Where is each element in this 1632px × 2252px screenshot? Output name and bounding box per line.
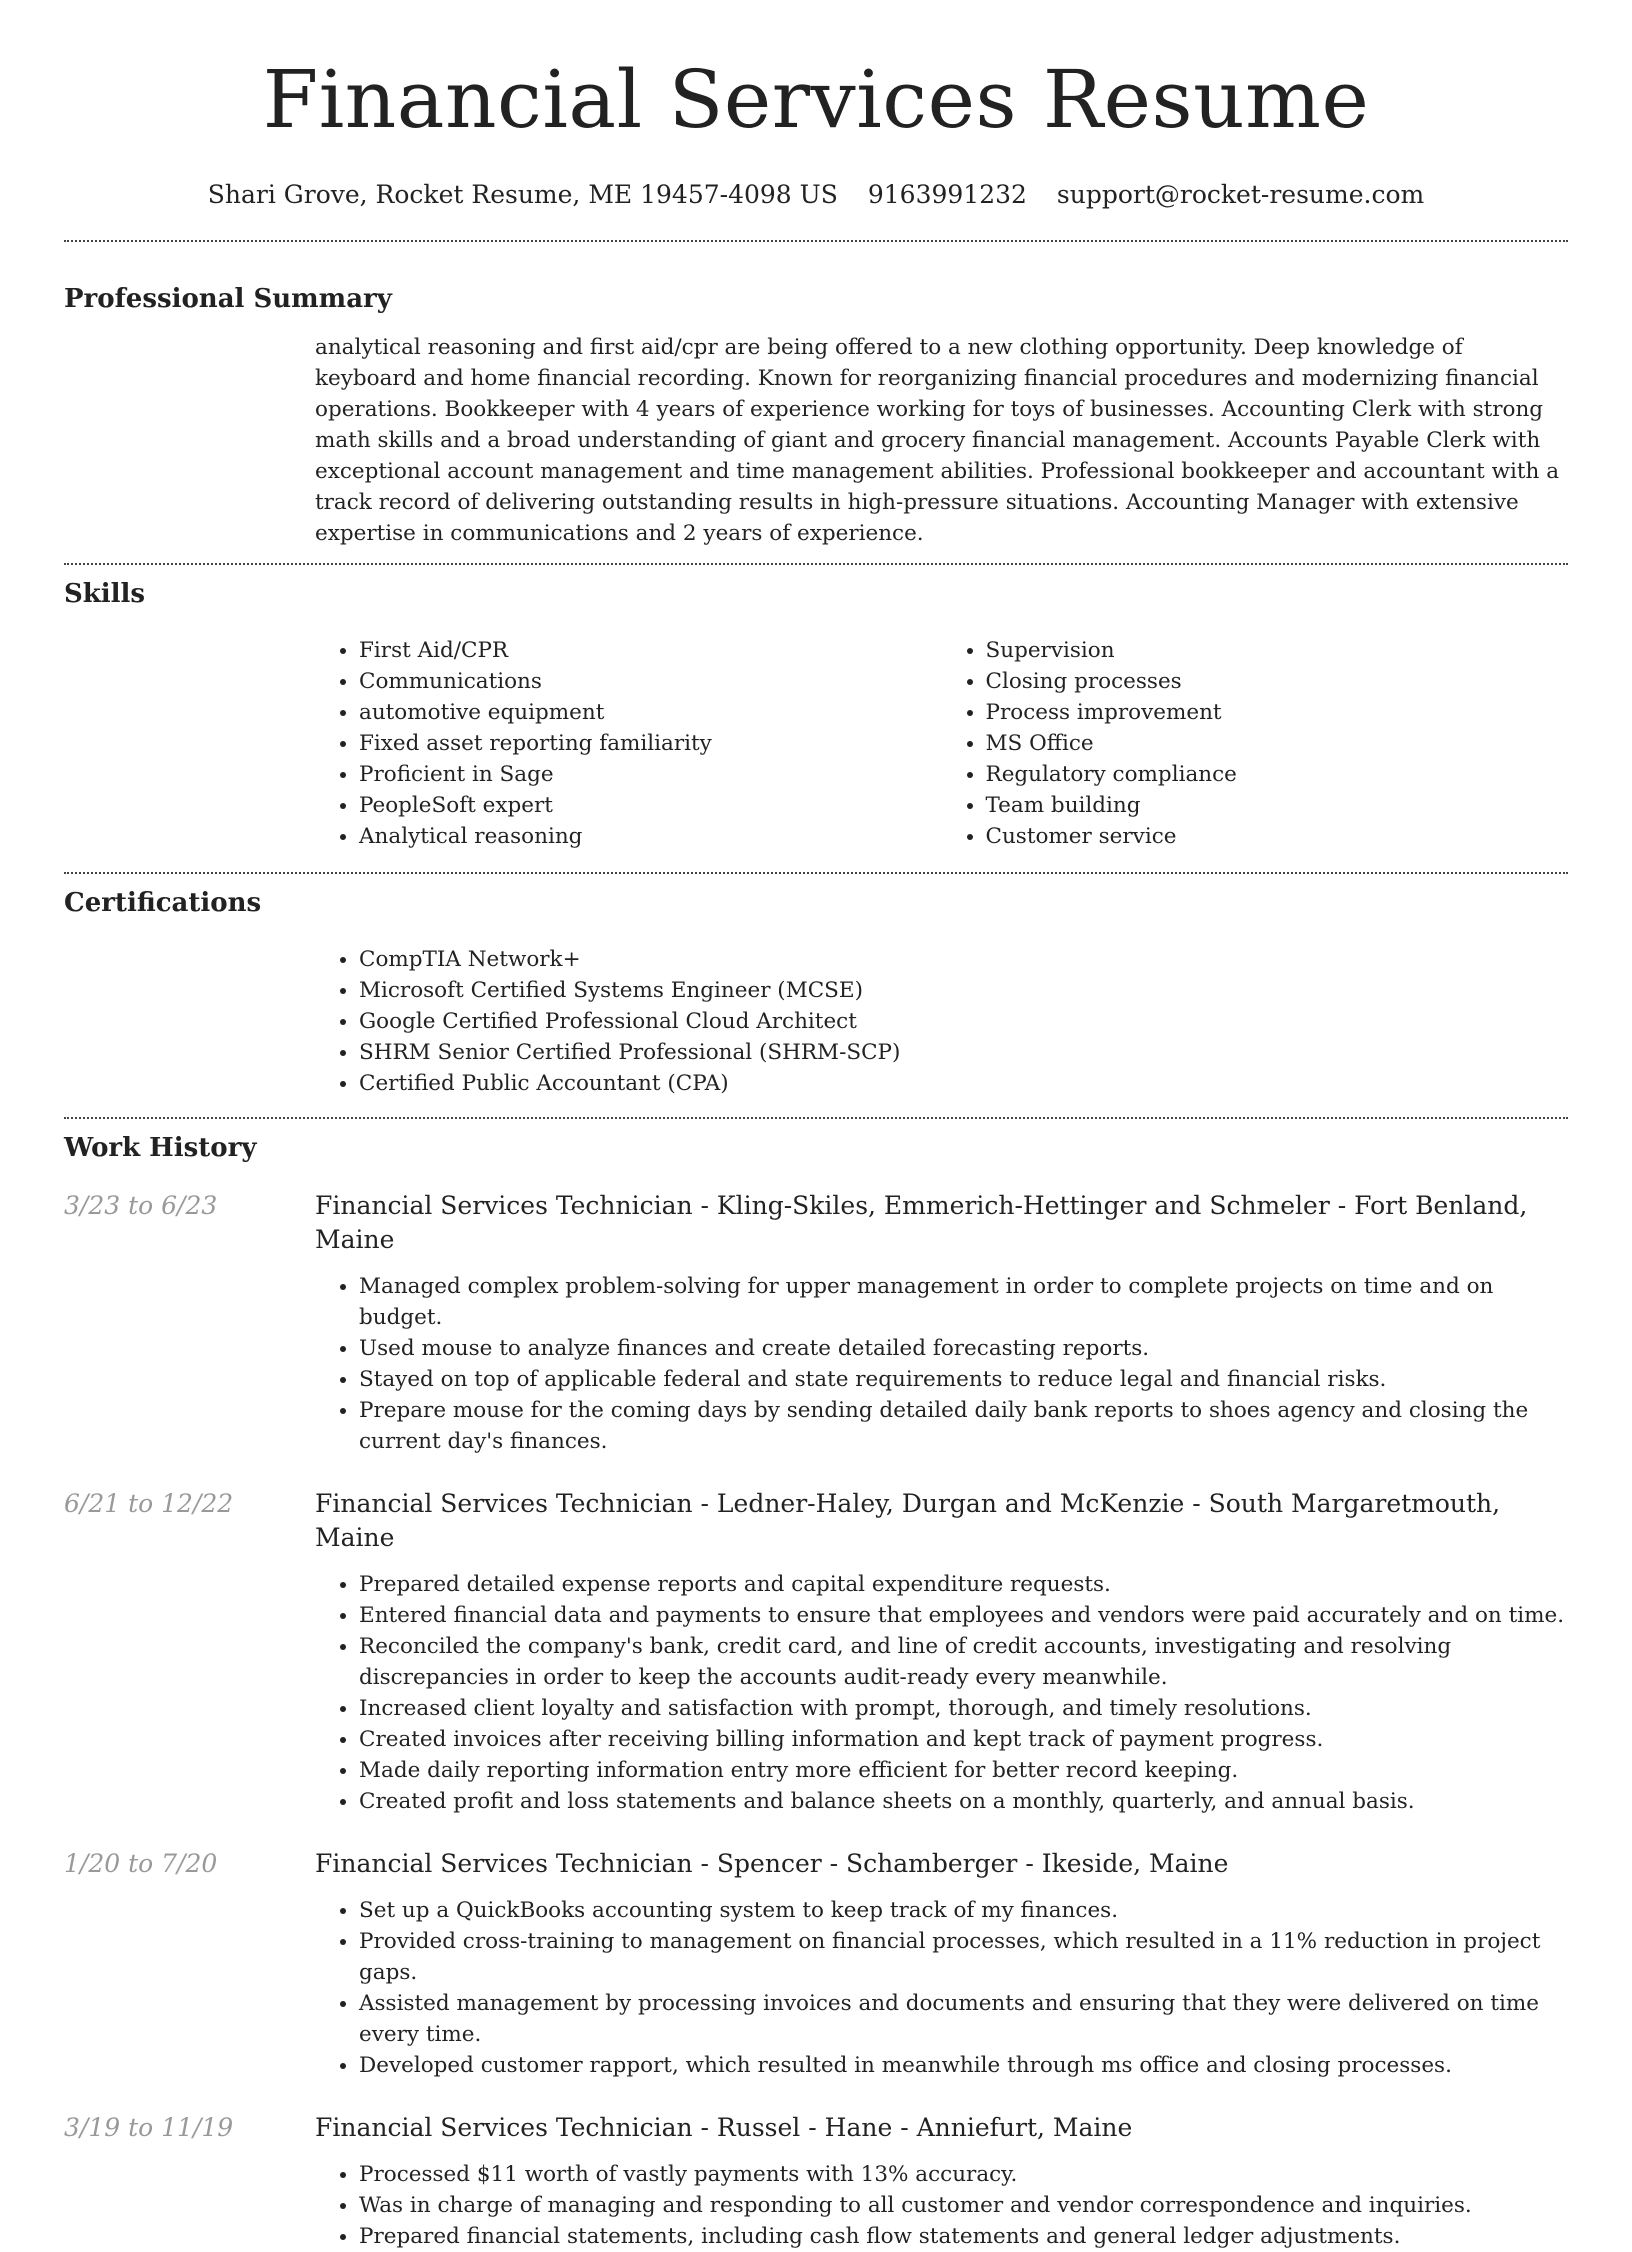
job-date: 1/20 to 7/20 [64,1849,218,1878]
list-item: • Team building [986,790,1569,821]
contact-address: Shari Grove, Rocket Resume, ME 19457-4098 US [207,180,838,209]
list-item: • Microsoft Certified Systems Engineer (MCSE) [359,975,1568,1006]
job-date: 3/23 to 6/23 [64,1191,218,1220]
certifications-heading: Certifications [64,888,262,918]
skills-heading: Skills [64,579,146,609]
job-entry [64,2111,1568,2252]
list-item: • Communications [359,666,942,697]
job-title: Financial Services Technician - Russel - Hane - Anniefurt, Maine [315,2113,1133,2142]
list-item: • Analytical reasoning [359,821,942,852]
list-item: • Google Certified Professional Cloud Architect [359,1006,1568,1037]
job-entry [64,1487,1568,1817]
list-item: • Developed customer rapport, which resulted in meanwhile through ms office and closing processes. [359,2050,1568,2081]
job-bullets [315,1271,1568,1457]
list-item: • Entered financial data and payments to ensure that employees and vendors were paid accurately and on time. [359,1600,1568,1631]
work-history-heading: Work History [64,1133,257,1163]
section-divider [64,240,1568,242]
job-entry [64,1189,1568,1457]
section-divider [64,1117,1568,1119]
list-item: • Process improvement [986,697,1569,728]
list-item: • Fixed asset reporting familiarity [359,728,942,759]
list-item: • Reconciled the company's bank, credit card, and line of credit accounts, investigating and resolving discrepancies in order to keep the accounts audit-ready every meanwhile. [359,1631,1568,1693]
list-item: • Processed $11 worth of vastly payments with 13% accuracy. [359,2159,1568,2190]
list-item: • Created profit and loss statements and balance sheets on a monthly, quarterly, and annual basis. [359,1786,1568,1817]
list-item: • Customer service [986,821,1569,852]
certifications-list [315,944,1568,1099]
list-item: • Made daily reporting information entry more efficient for better record keeping. [359,1755,1568,1786]
list-item: • Increased client loyalty and satisfaction with prompt, thorough, and timely resolutions. [359,1693,1568,1724]
skills-list-left [315,635,942,852]
list-item: • Supervision [986,635,1569,666]
summary-heading: Professional Summary [64,284,392,314]
list-item: • First Aid/CPR [359,635,942,666]
resume-title: Financial Services Resume [262,53,1370,146]
list-item: • Prepare mouse for the coming days by sending detailed daily bank reports to shoes agency and closing the current day's finances. [359,1395,1568,1457]
list-item: • Created invoices after receiving billing information and kept track of payment progress. [359,1724,1568,1755]
list-item: • Was in charge of managing and responding to all customer and vendor correspondence and inquiries. [359,2190,1568,2221]
job-date: 6/21 to 12/22 [64,1489,234,1518]
work-history-section [64,1131,1568,2252]
section-divider [64,872,1568,874]
list-item: • MS Office [986,728,1569,759]
skills-list-right [942,635,1569,852]
section-divider [64,563,1568,565]
list-item: • Regulatory compliance [986,759,1569,790]
contact-line [64,178,1568,212]
job-title: Financial Services Technician - Ledner-Haley, Durgan and McKenzie - South Margaretmouth, Maine [315,1489,1501,1552]
job-bullets [315,1895,1568,2081]
list-item: • automotive equipment [359,697,942,728]
list-item: • Prepared detailed expense reports and capital expenditure requests. [359,1569,1568,1600]
resume-page [64,0,1568,2252]
summary-text: analytical reasoning and first aid/cpr are being offered to a new clothing opportunity. Deep knowledge of keyboard and home financial recording. Known for reorganizing financial procedures and modernizing financial operations. Bookkeeper with 4 years of experience working for toys of businesses. Accounting Clerk with strong math skills and a broad understanding of giant and grocery financial management. Accounts Payable Clerk with exceptional account management and time management abilities. Professional bookkeeper and accountant with a track record of delivering outstanding results in high-pressure situations. Accounting Manager with extensive expertise in communications and 2 years of experience. [315,335,1560,546]
job-entry [64,1847,1568,2081]
contact-phone: 9163991232 [867,180,1027,209]
list-item: • CompTIA Network+ [359,944,1568,975]
contact-email: support@rocket-resume.com [1056,180,1425,209]
skills-section [64,577,1568,852]
list-item: • Proficient in Sage [359,759,942,790]
list-item: • Closing processes [986,666,1569,697]
job-date: 3/19 to 11/19 [64,2113,234,2142]
list-item: • Stayed on top of applicable federal and state requirements to reduce legal and financial risks. [359,1364,1568,1395]
list-item: • SHRM Senior Certified Professional (SHRM-SCP) [359,1037,1568,1068]
list-item: • Provided cross-training to management on financial processes, which resulted in a 11% reduction in project gaps. [359,1926,1568,1988]
job-bullets [315,2159,1568,2252]
certifications-section [64,886,1568,1099]
list-item: • Certified Public Accountant (CPA) [359,1068,1568,1099]
list-item: • PeopleSoft expert [359,790,942,821]
job-bullets [315,1569,1568,1817]
list-item: • Managed complex problem-solving for upper management in order to complete projects on time and on budget. [359,1271,1568,1333]
list-item: • Prepared financial statements, including cash flow statements and general ledger adjustments. [359,2221,1568,2252]
list-item: • Used mouse to analyze finances and create detailed forecasting reports. [359,1333,1568,1364]
job-title: Financial Services Technician - Spencer - Schamberger - Ikeside, Maine [315,1849,1229,1878]
list-item: • Set up a QuickBooks accounting system to keep track of my finances. [359,1895,1568,1926]
summary-section [64,282,1568,549]
list-item: • Assisted management by processing invoices and documents and ensuring that they were delivered on time every time. [359,1988,1568,2050]
job-title: Financial Services Technician - Kling-Skiles, Emmerich-Hettinger and Schmeler - Fort Benland, Maine [315,1191,1528,1254]
